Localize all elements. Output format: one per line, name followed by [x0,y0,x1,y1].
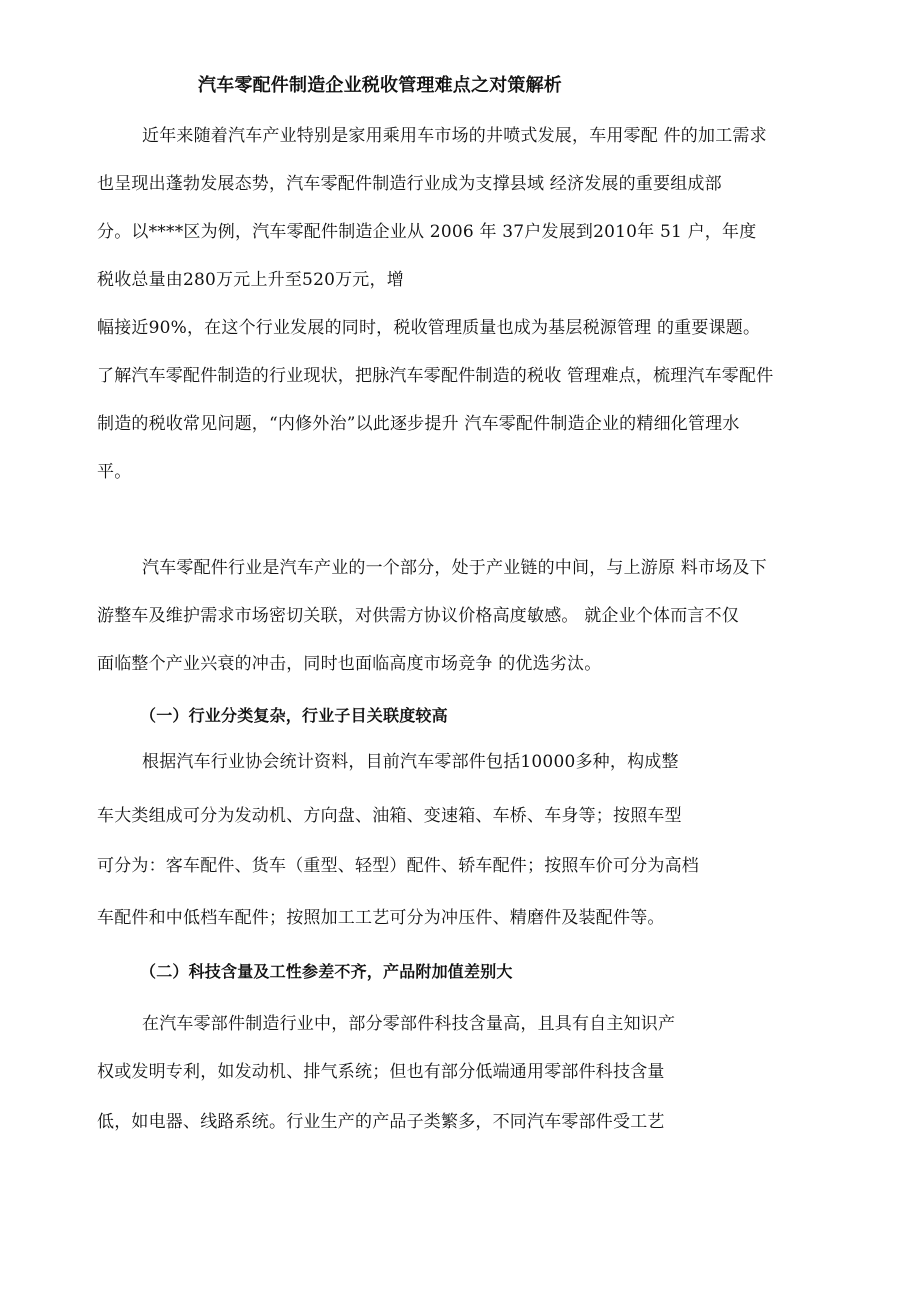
intro-line-7: 制造的税收常见问题，“内修外治”以此逐步提升 汽车零配件制造企业的精细化管理水 [97,414,740,434]
section-1-heading: （一）行业分类复杂，行业子目关联度较高 [140,706,448,725]
section-1-line-3: 可分为：客车配件、货车（重型、轻型）配件、轿车配件；按照车价可分为高档 [97,856,699,876]
intro-line-8: 平。 [97,462,132,482]
section-2-line-2: 权或发明专利，如发动机、排气系统；但也有部分低端通用零部件科技含量 [97,1062,665,1082]
document-title: 汽车零配件制造企业税收管理难点之对策解析 [198,75,562,96]
section-2-line-3: 低，如电器、线路系统。行业生产的产品子类繁多，不同汽车零部件受工艺 [97,1112,665,1132]
intro-line-1: 近年来随着汽车产业特别是家用乘用车市场的井喷式发展，车用零配 件的加工需求 [142,126,767,146]
intro-line-4: 税收总量由280万元上升至520万元，增 [97,270,404,290]
section-1-line-1: 根据汽车行业协会统计资料，目前汽车零部件包括10000多种，构成整 [142,752,679,772]
intro-line-2: 也呈现出蓬勃发展态势，汽车零配件制造行业成为支撑县域 经济发展的重要组成部 [97,174,722,194]
intro-line-6: 了解汽车零配件制造的行业现状，把脉汽车零配件制造的税收 管理难点，梳理汽车零配件 [97,366,774,386]
section-2-line-1: 在汽车零部件制造行业中，部分零部件科技含量高，且具有自主知识产 [142,1014,676,1034]
industry-line-1: 汽车零配件行业是汽车产业的一个部分，处于产业链的中间，与上游原 料市场及下 [142,558,767,578]
intro-line-3: 分。以****区为例，汽车零配件制造企业从 2006 年 37户发展到2010年 51 户，年度 [97,222,757,242]
section-1-line-2: 车大类组成可分为发动机、方向盘、油箱、变速箱、车桥、车身等；按照车型 [97,806,682,826]
intro-line-5: 幅接近90%，在这个行业发展的同时，税收管理质量也成为基层税源管理 的重要课题。 [97,318,761,338]
industry-line-3: 面临整个产业兴衰的冲击，同时也面临高度市场竞争 的优选劣汰。 [97,654,602,674]
section-2-heading: （二）科技含量及工性参差不齐，产品附加值差别大 [140,962,513,981]
industry-line-2: 游整车及维护需求市场密切关联，对供需方协议价格高度敏感。 就企业个体而言不仅 [97,606,740,626]
section-1-line-4: 车配件和中低档车配件；按照加工工艺可分为冲压件、精磨件及装配件等。 [97,908,665,928]
